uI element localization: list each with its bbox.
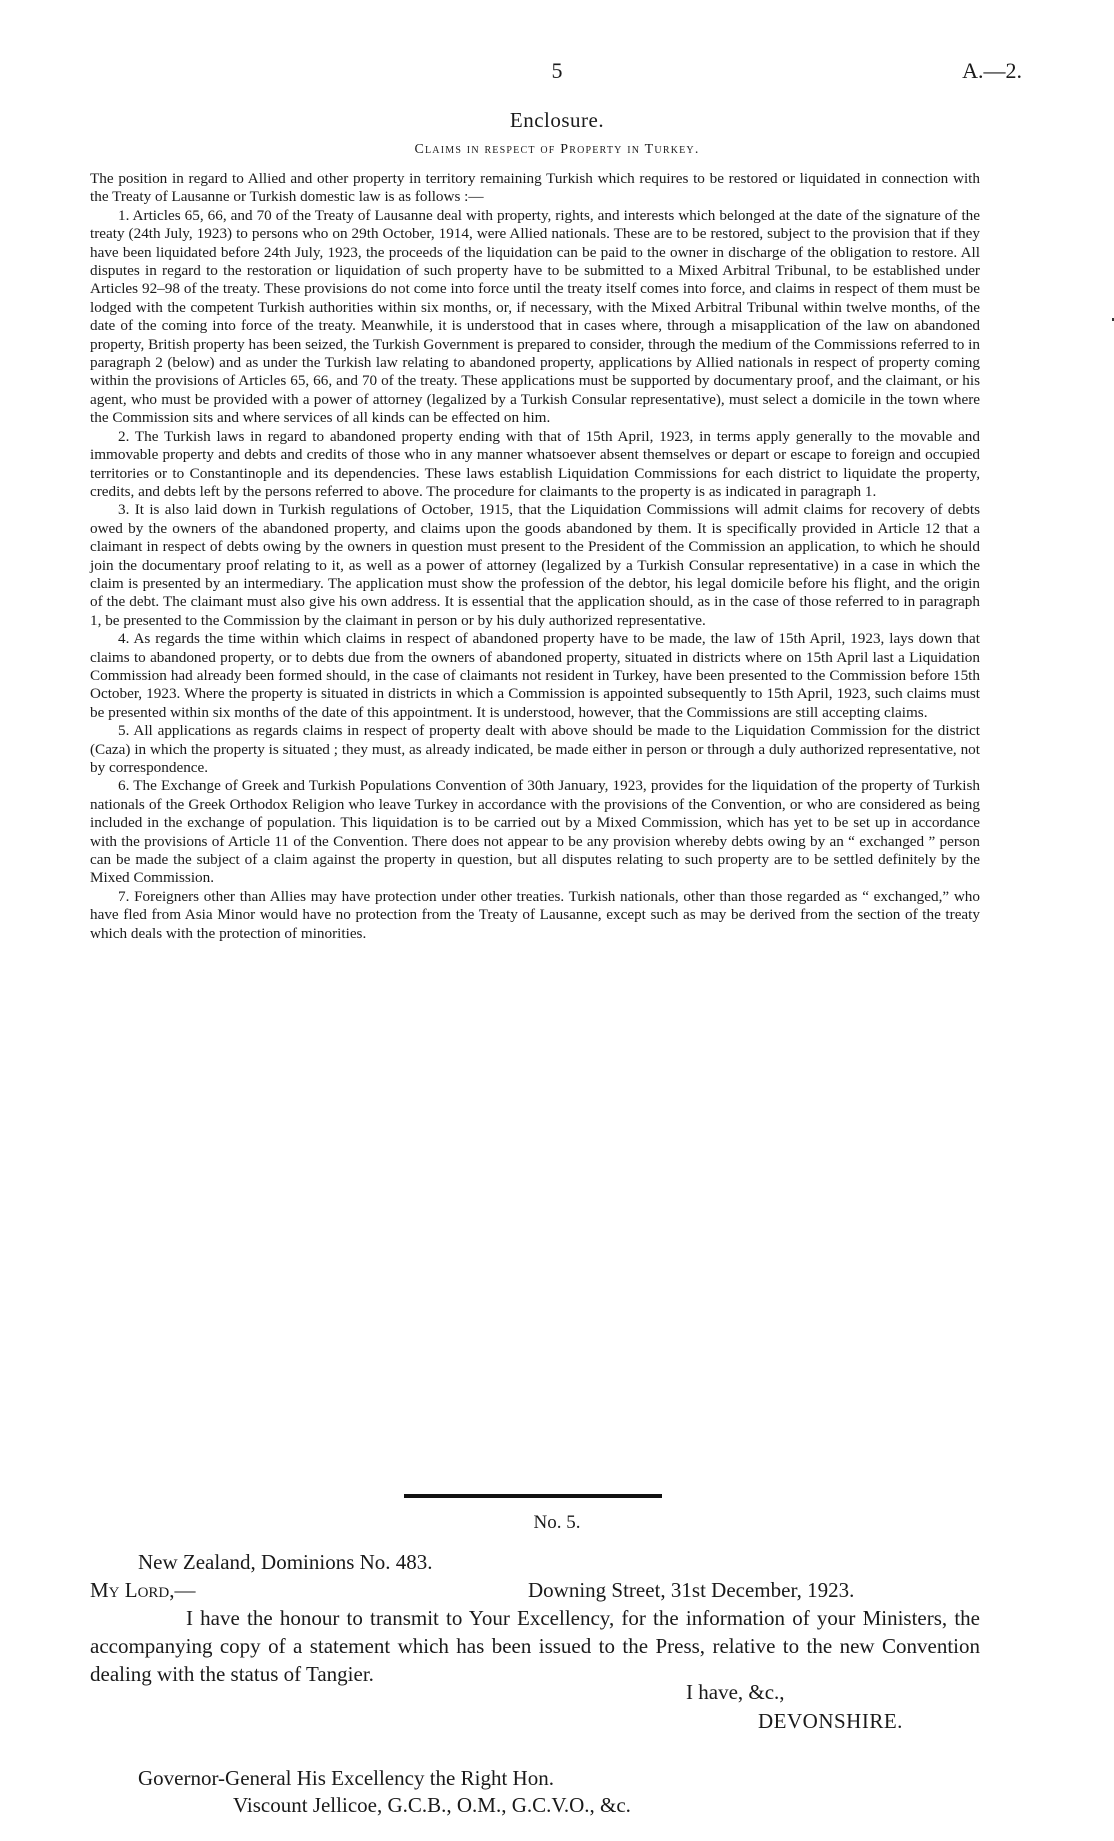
- letter-salutation: My Lord,—: [90, 1578, 196, 1602]
- paragraph-3: 3. It is also laid down in Turkish regulations of October, 1915, that the Liquidation Commissions will admit claims for recovery of debts owed by the owners of the abandoned property, and claims upon the goods abandoned by them. It is specifically provided in Article 12 that a claimant in respect of debts owing by the owners in question must present to the President of the Commission an application, to which he should join the documentary proof relating to it, as well as a power of attorney (legalized by a Turkish Consular representative) in a case in which the claim is presented by an intermediary. The application must show the profession of the debtor, his legal domicile before his flight, and the origin of the debt. The claimant must also give his own address. It is essential that the application should, as in the case of those referred to in paragraph 1, be presented to the Commission by the claimant in person or by his duly authorized representative.: [90, 501, 980, 629]
- section-divider: [404, 1494, 662, 1498]
- addressee-line-1: Governor-General His Excellency the Right Hon.: [138, 1766, 554, 1790]
- enclosure-body: [90, 170, 980, 943]
- enclosure-title: Enclosure.: [509, 108, 605, 132]
- document-reference: A.—2.: [962, 58, 1022, 83]
- paragraph-6: 6. The Exchange of Greek and Turkish Populations Convention of 30th January, 1923, provides for the liquidation of the property of Turkish nationals of the Greek Orthodox Religion who leave Turkey in accordance with the provisions of the Convention, or who are considered as being included in the exchange of population. This liquidation is to be carried out by a Mixed Commission, which has yet to be set up in accordance with the provisions of Article 11 of the Convention. There does not appear to be any provision whereby debts owing by an “ exchanged ” person can be made the subject of a claim against the property in question, but all disputes relating to such property are to be settled definitely by the Mixed Commission.: [90, 777, 980, 887]
- letter-dateline: Downing Street, 31st December, 1923.: [528, 1578, 855, 1602]
- paragraph-1: 1. Articles 65, 66, and 70 of the Treaty of Lausanne deal with property, rights, and interests which belonged at the date of the signature of the treaty (24th July, 1923) to persons who on 29th October, 1914, were Allied nationals. These are to be restored, subject to the provision that if they have been liquidated before 24th July, 1923, the proceeds of the liquidation can be paid to the owner in discharge of the obligation to restore. All disputes in regard to the restoration or liquidation of such property have to be submitted to a Mixed Arbitral Tribunal, to be established under Articles 92–98 of the treaty. These provisions do not come into force until the treaty itself comes into force, and claims in respect of them must be lodged with the competent Turkish authorities within six months, or, if necessary, with the Mixed Arbitral Tribunal within twelve months, of the date of the coming into force of the treaty. Meanwhile, it is understood that in cases where, through a misapplication of the law on abandoned property, British property has been seized, the Turkish Government is prepared to consider, through the medium of the Commissions referred to in paragraph 2 (below) and as under the Turkish law relating to abandoned property, applications by Allied nationals in respect of property coming within the provisions of Articles 65, 66, and 70 of the treaty. These applications must be supported by documentary proof, and the claimant, or his agent, who must be provided with a power of attorney (legalized by a Turkish Consular representative), must select a domicile in the town where the Commission sits and where services of all kinds can be effected on him.: [90, 206, 980, 427]
- letter-body: I have the honour to transmit to Your Excellency, for the information of your Ministers, the accompanying copy of a statement which has been issued to the Press, relative to the new Convention dealing with the status of Tangier.: [90, 1606, 980, 1686]
- paragraph-7: 7. Foreigners other than Allies may have protection under other treaties. Turkish nationals, other than those regarded as “ exchanged,” who have fled from Asia Minor would have no protection from the Treaty of Lausanne, except such as may be derived from the section of the treaty which deals with the protection of minorities.: [90, 887, 980, 942]
- letter-number: No. 5.: [533, 1512, 581, 1533]
- letter-reference: New Zealand, Dominions No. 483.: [138, 1550, 433, 1574]
- enclosure-subtitle: Claims in respect of Property in Turkey.: [414, 142, 700, 157]
- addressee-line-2: Viscount Jellicoe, G.C.B., O.M., G.C.V.O., &c.: [233, 1793, 631, 1817]
- letter-closing: I have, &c.,: [686, 1680, 785, 1704]
- paragraph-5: 5. All applications as regards claims in respect of property dealt with above should be made to the Liquidation Commission for the district (Caza) in which the property is situated ; they must, as already indicated, be made either in person or through a duly authorized representative, not by correspondence.: [90, 722, 980, 776]
- letter-signature: DEVONSHIRE.: [758, 1709, 903, 1733]
- paragraph-4: 4. As regards the time within which claims in respect of abandoned property have to be made, the law of 15th April, 1923, lays down that claims to abandoned property, or to debts due from the owners of abandoned property, situated in districts where on 15th April last a Liquidation Commission had already been formed should, in the case of claimants not resident in Turkey, have been presented to the Commission before 15th October, 1923. Where the property is situated in districts in which a Commission is appointed subsequently to 15th April, 1923, such claims must be presented within six months of the date of this appointment. It is understood, however, that the Commissions are still accepting claims.: [90, 630, 980, 721]
- page-number: 5: [551, 58, 563, 83]
- enclosure-intro: The position in regard to Allied and other property in territory remaining Turkish which requires to be restored or liquidated in connection with the Treaty of Lausanne or Turkish domestic law is as follows :—: [90, 170, 980, 206]
- paragraph-2: 2. The Turkish laws in regard to abandoned property ending with that of 15th April, 1923, in terms apply generally to the movable and immovable property and debts and credits of those who in any manner whatsoever absent themselves or depart or escape to foreign and occupied territories or to Constantinople and its dependencies. These laws establish Liquidation Commissions for each district to liquidate the property, credits, and debts left by the persons referred to above. The procedure for claimants to the property is as indicated in paragraph 1.: [90, 427, 980, 500]
